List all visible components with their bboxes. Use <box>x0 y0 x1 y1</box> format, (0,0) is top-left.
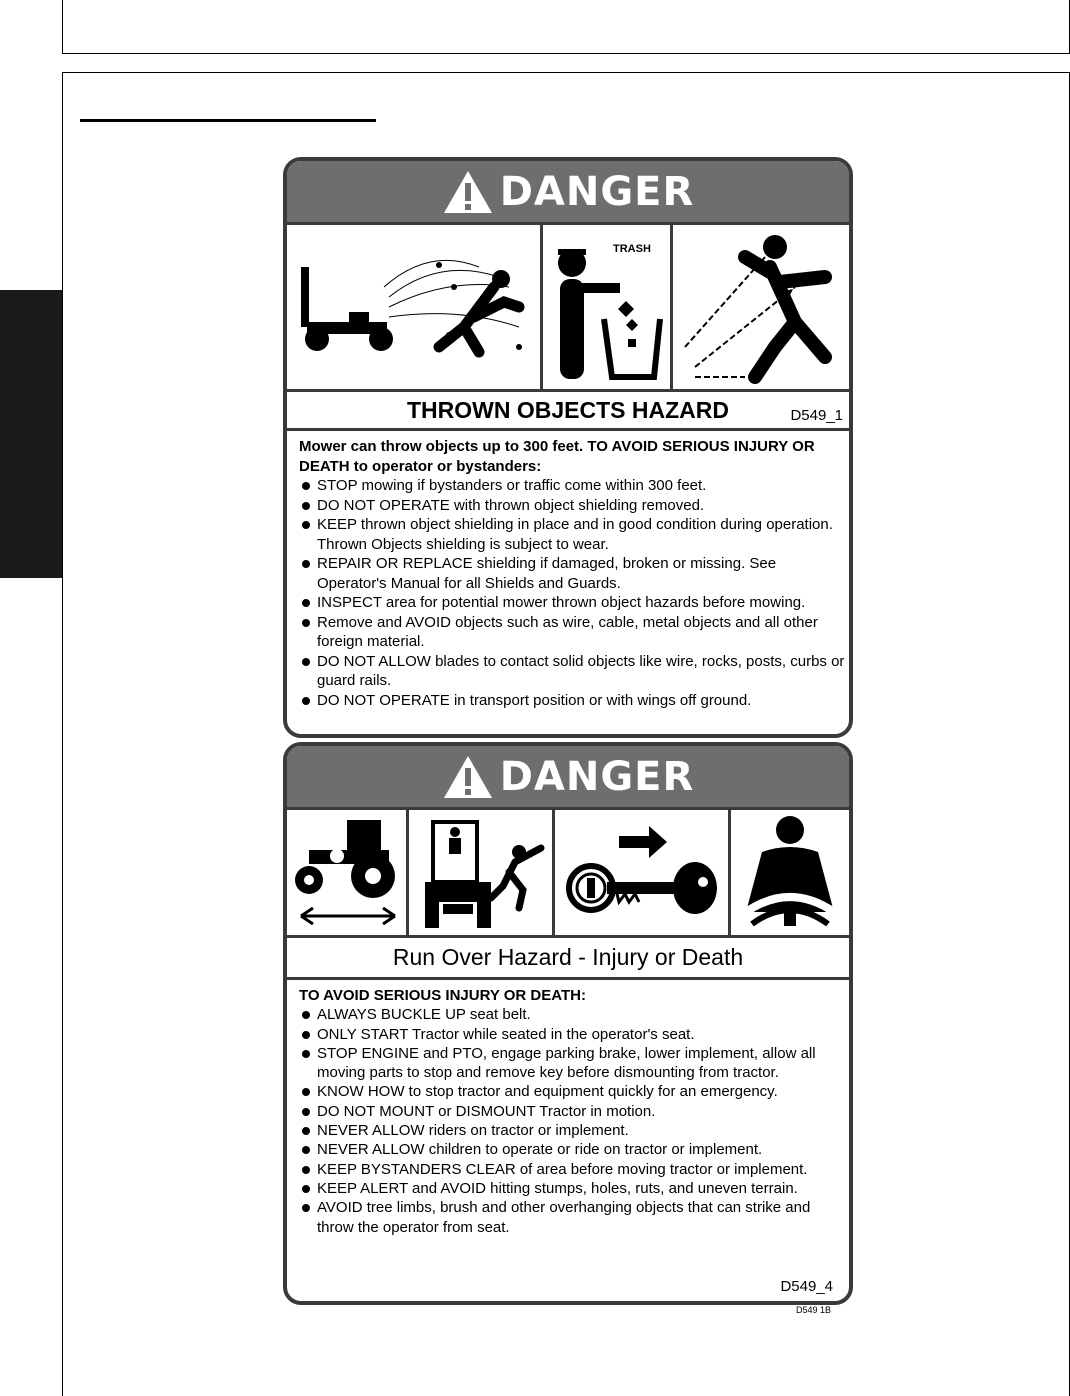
list-item: KEEP BYSTANDERS CLEAR of area before moving tractor or implement. <box>299 1160 845 1179</box>
hazard-title-bar <box>287 392 849 431</box>
thrown-objects-pictogram <box>287 225 543 389</box>
trash-pictogram <box>543 225 673 389</box>
remove-key-pictogram <box>555 810 731 935</box>
list-item: AVOID tree limbs, brush and other overhanging objects that can strike and throw the operator from seat. <box>299 1198 845 1237</box>
list-item: NEVER ALLOW children to operate or ride on tractor or implement. <box>299 1140 845 1159</box>
instructions <box>287 980 849 1237</box>
trash-label: TRASH <box>613 243 651 255</box>
decal-code: D549_1 <box>790 407 843 424</box>
list-item: DO NOT OPERATE with thrown object shielding removed. <box>299 496 845 516</box>
signal-word: DANGER <box>499 753 695 800</box>
instructions <box>287 431 849 710</box>
section-title-rule <box>80 119 376 122</box>
thrown-objects-decal <box>283 157 853 738</box>
list-item: REPAIR OR REPLACE shielding if damaged, broken or missing. See Operator's Manual for all Shields and Guards. <box>299 554 845 593</box>
signal-word: DANGER <box>499 168 695 215</box>
list-item: ONLY START Tractor while seated in the operator's seat. <box>299 1025 845 1044</box>
pictogram-row <box>287 810 849 938</box>
rider-fall-pictogram <box>409 810 555 935</box>
list-item: KEEP thrown object shielding in place and in good condition during operation. Thrown Objects shielding is subject to wear. <box>299 515 845 554</box>
seat-belt-pictogram <box>731 810 849 935</box>
list-item: STOP mowing if bystanders or traffic come within 300 feet. <box>299 476 845 496</box>
decal-code: D549_4 <box>780 1278 833 1295</box>
list-item: NEVER ALLOW riders on tractor or implement. <box>299 1121 845 1140</box>
pictogram-row <box>287 225 849 392</box>
hazard-title-bar <box>287 938 849 980</box>
projectile-pictogram <box>673 225 849 389</box>
list-item: KEEP ALERT and AVOID hitting stumps, holes, ruts, and uneven terrain. <box>299 1179 845 1198</box>
instruction-list <box>299 476 845 710</box>
danger-header <box>287 746 849 810</box>
list-item: Remove and AVOID objects such as wire, cable, metal objects and all other foreign material. <box>299 613 845 652</box>
list-item: INSPECT area for potential mower thrown object hazards before mowing. <box>299 593 845 613</box>
intro-text: Mower can throw objects up to 300 feet. TO AVOID SERIOUS INJURY OR DEATH to operator or bystanders: <box>299 438 815 475</box>
danger-header <box>287 161 849 225</box>
page-header-frame <box>62 0 1070 54</box>
page-code: D549 1B <box>796 1305 832 1315</box>
hazard-title: THROWN OBJECTS HAZARD <box>407 396 729 423</box>
warning-triangle-icon <box>442 169 494 215</box>
list-item: DO NOT ALLOW blades to contact solid objects like wire, rocks, posts, curbs or guard rails. <box>299 652 845 691</box>
list-item: KNOW HOW to stop tractor and equipment quickly for an emergency. <box>299 1082 845 1101</box>
instruction-list <box>299 1005 845 1237</box>
run-over-pictogram <box>287 810 409 935</box>
warning-triangle-icon <box>442 754 494 800</box>
run-over-decal <box>283 742 853 1305</box>
list-item: DO NOT OPERATE in transport position or with wings off ground. <box>299 691 845 711</box>
list-item: DO NOT MOUNT or DISMOUNT Tractor in motion. <box>299 1102 845 1121</box>
section-tab <box>0 290 62 578</box>
list-item: STOP ENGINE and PTO, engage parking brake, lower implement, allow all moving parts to stop and remove key before dismounting from tractor. <box>299 1044 845 1083</box>
list-item: ALWAYS BUCKLE UP seat belt. <box>299 1005 845 1024</box>
intro-text: TO AVOID SERIOUS INJURY OR DEATH: <box>299 987 586 1004</box>
hazard-title: Run Over Hazard - Injury or Death <box>392 944 744 970</box>
